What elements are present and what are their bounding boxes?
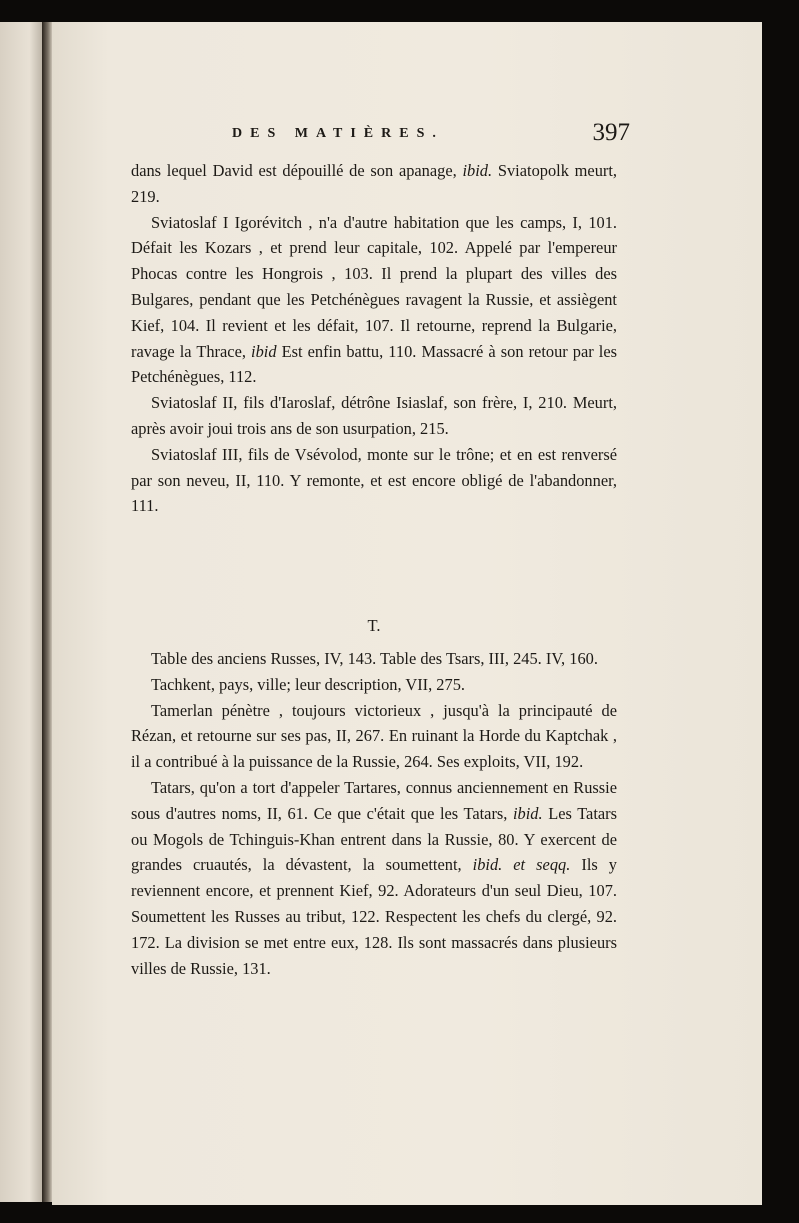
entry-text: Tatars, qu'on a tort d'appeler Tartares, connus anciennement en Russie sous d'autres noms, II, 61. Ce que c'était que les Tatars, (131, 777, 617, 823)
section-t-entries (131, 646, 617, 981)
entry-text: Tamerlan pénètre , toujours victorieux , jusqu'à la principauté de Rézan, et retourne sur ses pas, II, 267. En ruinant la Horde du Kaptchak , il a contribué à la puissance de la Russie, 264. Ses exploits, VII, 192. (131, 700, 617, 772)
book-page (52, 22, 762, 1205)
index-entry (131, 210, 617, 391)
italic-reference: ibid (251, 341, 277, 361)
index-entry (131, 390, 617, 442)
entry-text: Sviatoslaf I Igorévitch , n'a d'autre habitation que les camps, I, 101. Défait les Kozars , et prend leur capitale, 102. Appelé par l'empereur Phocas contre les Hongrois , 103. Il prend la plupart des villes des Bulgares, pendant que les Petchénègues ravagent la Russie, et assiègent Kief, 104. Il revient et les défait, 107. Il retourne, reprend la Bulgarie, ravage la Thrace, (131, 212, 617, 361)
running-head (232, 118, 630, 152)
entry-text: Sviatoslaf II, fils d'Iaroslaf, détrône Isiaslaf, son frère, I, 210. Meurt, après avoir joui trois ans de son usurpation, 215. (131, 393, 617, 438)
italic-reference: ibid. et seqq. (472, 855, 571, 875)
italic-reference: ibid. (462, 161, 493, 180)
entry-text: dans lequel David est dépouillé de son apanage, (131, 161, 463, 180)
index-entry (131, 698, 617, 775)
index-entry (131, 442, 617, 519)
index-entry (131, 775, 617, 981)
section-s-entries (131, 158, 617, 519)
page-number: 397 (592, 119, 630, 146)
running-title: DES MATIÈRES. (232, 126, 444, 141)
section-letter: T. (367, 616, 381, 635)
entry-text: Table des anciens Russes, IV, 143. Table des Tsars, III, 245. IV, 160. (151, 649, 598, 668)
entry-text: Tachkent, pays, ville; leur description, VII, 275. (151, 674, 465, 694)
entry-text: Sviatoslaf III, fils de Vsévolod, monte sur le trône; et en est renversé par son neveu, II, 110. Y remonte, et est encore obligé de l'abandonner, 111. (131, 444, 617, 516)
index-entry (131, 672, 617, 698)
entry-text: Ils y reviennent encore, et prennent Kief, 92. Adorateurs d'un seul Dieu, 107. Soumettent les Russes au tribut, 122. Respectent les chefs du clergé, 92. 172. La division se met entre eux, 128. Ils sont massacrés dans plusieurs villes de Russie, 131. (131, 855, 617, 978)
entry-text: Les Tatars ou Mogols de Tchinguis-Khan entrent dans la Russie, 80. Y exercent de grandes cruautés, la dévastent, la soumettent, (131, 803, 617, 875)
facing-page-edge (0, 22, 42, 1202)
index-entry (131, 158, 617, 210)
book-gutter (42, 22, 52, 1202)
entry-text: Sviatopolk meurt, 219. (131, 161, 617, 206)
index-entry (131, 646, 617, 672)
entry-text: Est enfin battu, 110. Massacré à son retour par les Petchénègues, 112. (131, 341, 618, 387)
italic-reference: ibid. (513, 803, 543, 823)
